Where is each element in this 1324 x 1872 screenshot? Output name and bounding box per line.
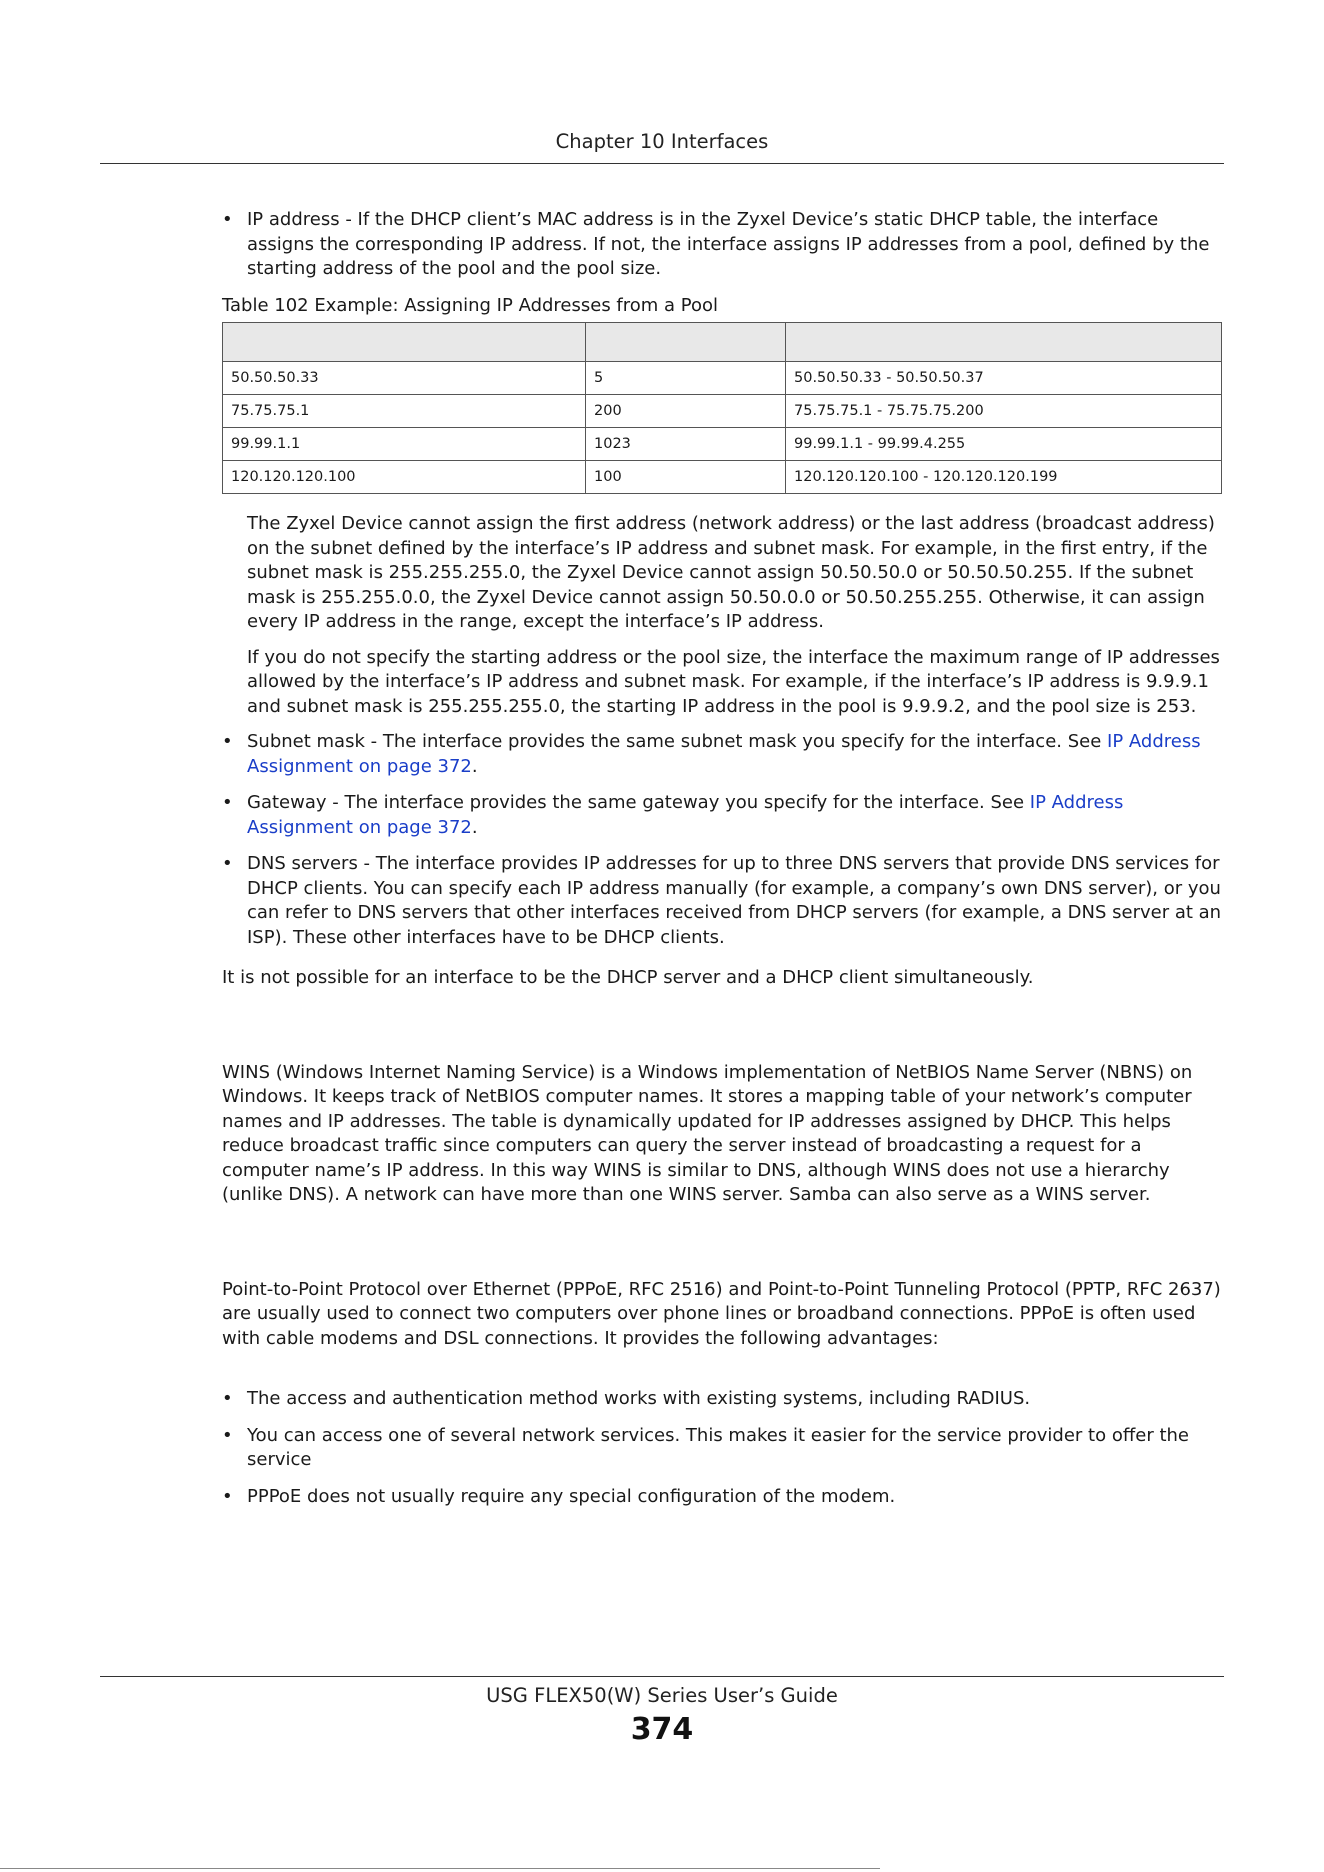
header-divider xyxy=(100,163,1224,164)
table-cell-pool-size: 5 xyxy=(586,362,786,395)
ip-address-text: IP address - If the DHCP client’s MAC address is in the Zyxel Device’s static DHCP table, the interface assigns the corresponding IP address. If not, the interface assigns IP addresses from a pool, defined by the starting address of the pool and the pool size. xyxy=(247,209,1210,279)
chapter-header: Chapter 10 Interfaces xyxy=(555,130,769,153)
table-cell-ip: 50.50.50.33 xyxy=(223,362,586,395)
table-caption: Table 102 Example: Assigning IP Addresses from a Pool xyxy=(222,294,719,316)
dns-servers-bullet xyxy=(222,852,1226,950)
table-row xyxy=(223,428,1222,461)
section-gap xyxy=(222,1218,1226,1278)
ip-address-assignment-link[interactable]: IP Address Assignment on page 372 xyxy=(247,731,1201,777)
footer-divider xyxy=(100,1676,1224,1677)
bullet-dot: • xyxy=(222,1388,233,1409)
dhcp-exclusivity-note: It is not possible for an interface to be the DHCP server and a DHCP client simultaneously. xyxy=(222,967,1034,988)
advantage-item xyxy=(222,1424,1226,1473)
table-cell-range: 50.50.50.33 - 50.50.50.37 xyxy=(786,362,1222,395)
gateway-bullet xyxy=(222,791,1226,840)
table-cell-ip: 99.99.1.1 xyxy=(223,428,586,461)
bullet-dot: • xyxy=(222,792,233,813)
ip-pool-table xyxy=(222,322,1222,494)
advantage-item xyxy=(222,1387,1226,1412)
table-cell-ip: 120.120.120.100 xyxy=(223,461,586,494)
advantage-text: PPPoE does not usually require any special configuration of the modem. xyxy=(247,1485,896,1507)
wins-paragraph: WINS (Windows Internet Naming Service) is a Windows implementation of NetBIOS Name Server (NBNS) on Windows. It keeps track of NetBIOS computer names. It stores a mapping table of your network’s computer names and IP addresses. The table is dynamically updated for IP addresses assigned by DHCP. This helps reduce broadcast traffic since computers can query the server instead of broadcasting a request for a computer name’s IP address. In this way WINS is similar to DNS, although WINS does not use a hierarchy (unlike DNS). A network can have more than one WINS server. Samba can also serve as a WINS server. xyxy=(222,1061,1193,1205)
advantage-item xyxy=(222,1485,1226,1510)
table-cell-pool-size: 1023 xyxy=(586,428,786,461)
sentence-end: . xyxy=(471,816,478,838)
table-header-cell xyxy=(223,323,586,362)
section-gap xyxy=(222,1001,1226,1061)
table-row xyxy=(223,461,1222,494)
guide-title: USG FLEX50(W) Series User’s Guide xyxy=(486,1684,838,1707)
pppoe-paragraph: Point-to-Point Protocol over Ethernet (PPPoE, RFC 2516) and Point-to-Point Tunneling Protocol (PPTP, RFC 2637) are usually used to connect two computers over phone lines or broadband connections. PPPoE is often used with cable modems and DSL connections. It provides the following advantages: xyxy=(222,1278,1221,1349)
table-cell-pool-size: 100 xyxy=(586,461,786,494)
page-number: 374 xyxy=(630,1712,694,1747)
table-row xyxy=(223,395,1222,428)
bullet-dot: • xyxy=(222,853,233,874)
table-cell-ip: 75.75.75.1 xyxy=(223,395,586,428)
sentence-end: . xyxy=(471,755,478,777)
table-header-cell xyxy=(586,323,786,362)
table-row xyxy=(223,362,1222,395)
default-range-note: If you do not specify the starting address or the pool size, the interface the maximum range of IP addresses allowed by the interface’s IP address and subnet mask. For example, if the interface’s IP address is 9.9.9.1 and subnet mask is 255.255.255.0, the starting IP address in the pool is 9.9.9.2, and the pool size is 253. xyxy=(247,646,1220,717)
table-cell-range: 120.120.120.100 - 120.120.120.199 xyxy=(786,461,1222,494)
page-body xyxy=(222,208,1226,1521)
ip-address-bullet xyxy=(222,208,1226,282)
bullet-dot: • xyxy=(222,1485,233,1507)
bullet-dot: • xyxy=(222,1424,233,1446)
table-cell-range: 75.75.75.1 - 75.75.75.200 xyxy=(786,395,1222,428)
advantage-text: The access and authentication method works with existing systems, including RADIUS. xyxy=(247,1388,1031,1409)
advantage-text: You can access one of several network services. This makes it easier for the service provider to offer the service xyxy=(247,1424,1189,1470)
bullet-dot: • xyxy=(222,731,233,752)
reserved-address-note: The Zyxel Device cannot assign the first address (network address) or the last address (broadcast address) on the subnet defined by the interface’s IP address and subnet mask. For example, in the first entry, if the subnet mask is 255.255.255.0, the Zyxel Device cannot assign 50.50.50.0 or 50.50.50.255. If the subnet mask is 255.255.0.0, the Zyxel Device cannot assign 50.50.0.0 or 50.50.255.255. Otherwise, it can assign every IP address in the range, except the interface’s IP address. xyxy=(247,513,1215,632)
table-header-cell xyxy=(786,323,1222,362)
page-edge-line xyxy=(0,1868,880,1869)
bullet-dot: • xyxy=(222,209,233,230)
list-gap xyxy=(222,1361,1226,1387)
table-cell-pool-size: 200 xyxy=(586,395,786,428)
ip-address-assignment-link[interactable]: IP Address Assignment on page 372 xyxy=(247,792,1124,838)
subnet-mask-bullet xyxy=(222,730,1226,779)
subnet-mask-text: Subnet mask - The interface provides the same subnet mask you specify for the interface. See xyxy=(247,731,1108,752)
dns-servers-text: DNS servers - The interface provides IP addresses for up to three DNS servers that provide DNS services for DHCP clients. You can specify each IP address manually (for example, a company’s own DNS server), or you can refer to DNS servers that other interfaces received from DHCP servers (for example, a DNS server at an ISP). These other interfaces have to be DHCP clients. xyxy=(247,853,1222,948)
gateway-text: Gateway - The interface provides the same gateway you specify for the interface. See xyxy=(247,792,1030,813)
table-cell-range: 99.99.1.1 - 99.99.4.255 xyxy=(786,428,1222,461)
table-header-row xyxy=(223,323,1222,362)
